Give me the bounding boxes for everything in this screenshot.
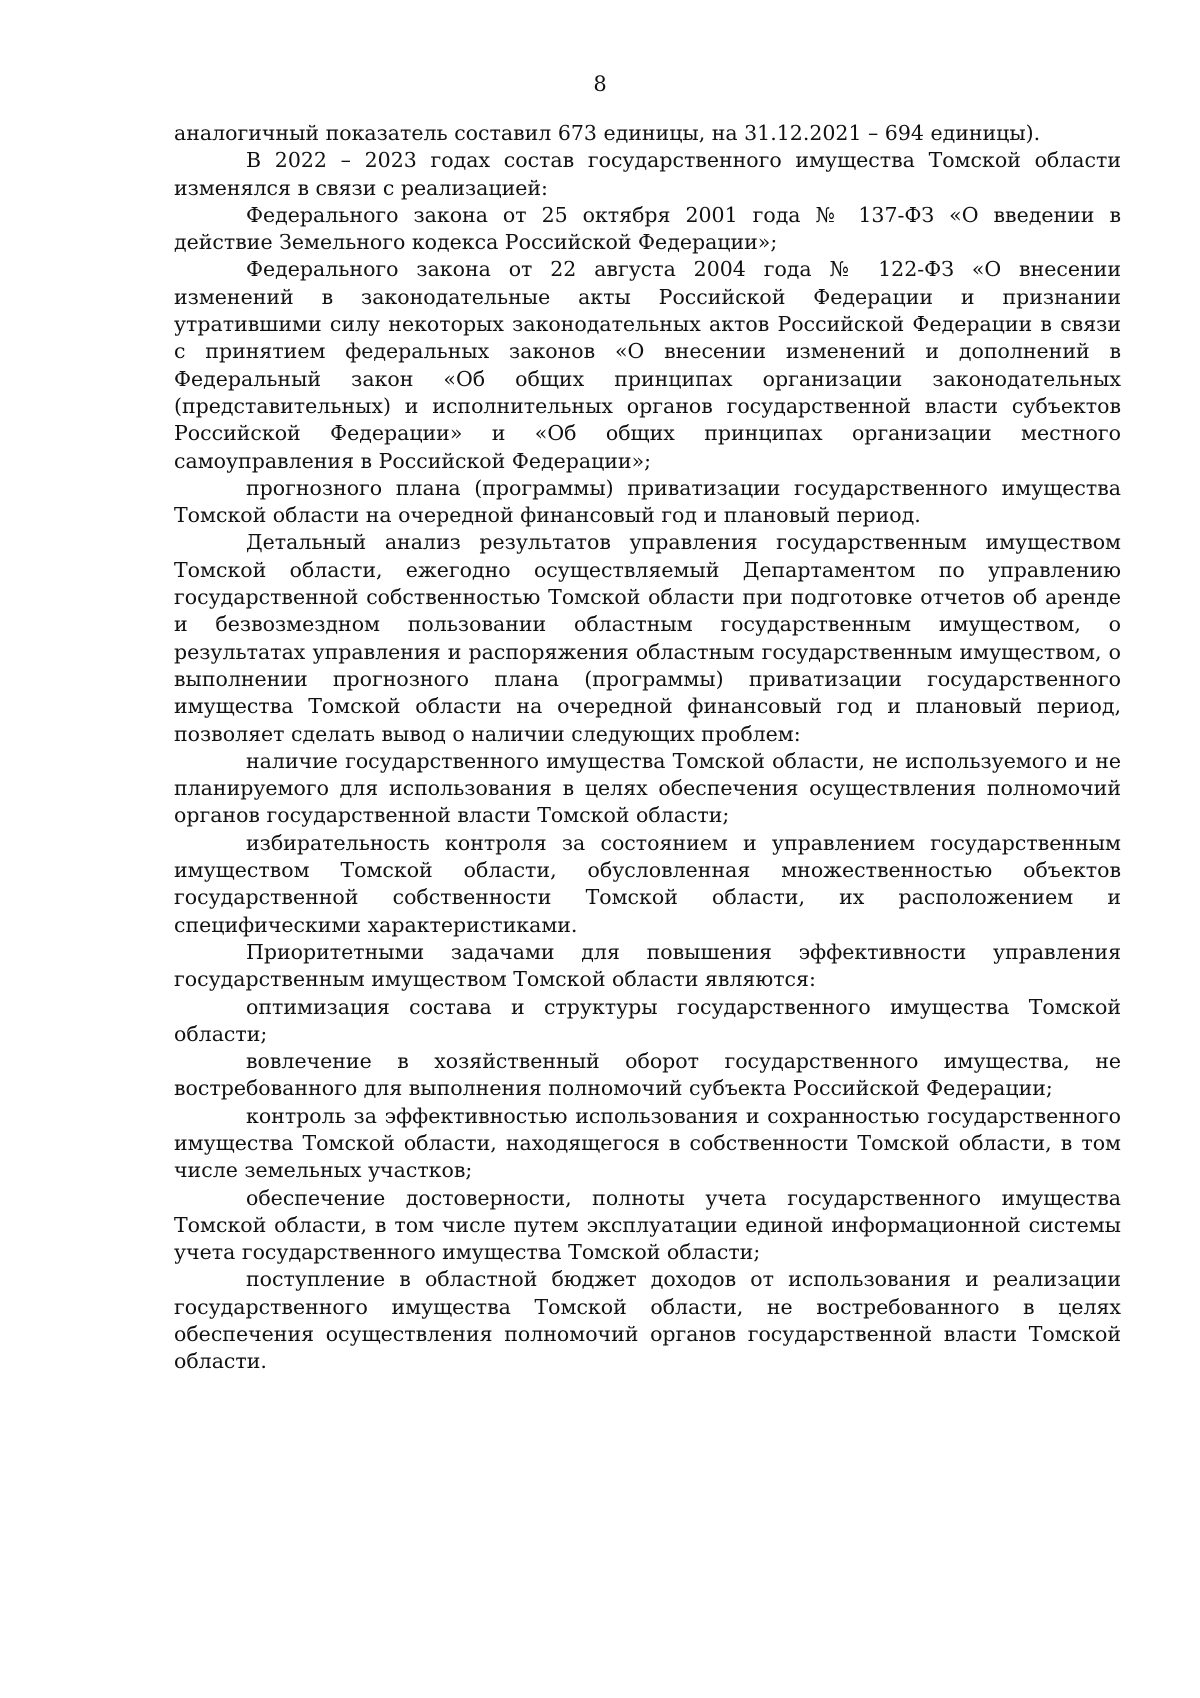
paragraph-continuation: аналогичный показатель составил 673 единицы, на 31.12.2021 – 694 единицы). [174,121,1041,145]
paragraph-task-economic-turnover: вовлечение в хозяйственный оборот государственного имущества, не востребованного для выполнения полномочий субъекта Российской Федерации; [174,1049,1121,1101]
paragraph-problem-unused-property: наличие государственного имущества Томской области, не используемого и не планируемого для использования в целях обеспечения осуществления полномочий органов государственной власти Томской области; [174,748,1121,828]
paragraph-property-changes-intro: В 2022 – 2023 годах состав государственного имущества Томской области изменялся в связи с реализацией: [174,148,1121,200]
paragraph-law-137-fz: Федерального закона от 25 октября 2001 года № 137-ФЗ «О введении в действие Земельного кодекса Российской Федерации»; [174,202,1121,255]
paragraph-problem-selective-control: избирательность контроля за состоянием и управлением государственным имуществом Томской области, обусловленная множественностью объектов государственной собственности Томской области, их расположением и специфическими характеристиками. [174,830,1121,937]
paragraph-priority-tasks: Приоритетными задачами для повышения эффективности управления государственным имуществом Томской области являются: [174,939,1121,992]
paragraph-task-accounting: обеспечение достоверности, полноты учета государственного имущества Томской области, в том числе путем эксплуатации единой информационной системы учета государственного имущества Томской области; [174,1185,1121,1265]
paragraph-detailed-analysis: Детальный анализ результатов управления государственным имуществом Томской области, ежегодно осуществляемый Департаментом по управлению государственной собственностью Томской области при подготовке отчетов об аренде и безвозмездном пользовании областным государственным имуществом, о результатах управления и распоряжения областным государственным имуществом, о выполнении прогнозного плана (программы) приватизации государственного имущества Томской области на очередной финансовый год и плановый период, позволяет сделать вывод о наличии следующих проблем: [174,530,1121,746]
paragraph-privatization-plan: прогнозного плана (программы) приватизации государственного имущества Томской области на очередной финансовый год и плановый период. [174,475,1121,528]
document-body [174,120,1121,1376]
paragraph-task-control: контроль за эффективностью использования и сохранностью государственного имущества Томской области, находящегося в собственности Томской области, в том числе земельных участков; [174,1103,1121,1183]
paragraph-task-budget-revenue: поступление в областной бюджет доходов от использования и реализации государственного имущества Томской области, не востребованного в целях обеспечения осуществления полномочий органов государственной власти Томской области. [174,1267,1121,1374]
paragraph-law-122-fz: Федерального закона от 22 августа 2004 года № 122-ФЗ «О внесении изменений в законодательные акты Российской Федерации и признании утратившими силу некоторых законодательных актов Российской Федерации в связи с принятием федеральных законов «О внесении изменений и дополнений в Федеральный закон «Об общих принципах организации законодательных (представительных) и исполнительных органов государственной власти субъектов Российской Федерации» и «Об общих принципах организации местного самоуправления в Российской Федерации»; [174,257,1121,473]
page-number: 8 [593,72,607,96]
paragraph-task-optimization: оптимизация состава и структуры государственного имущества Томской области; [174,994,1121,1046]
